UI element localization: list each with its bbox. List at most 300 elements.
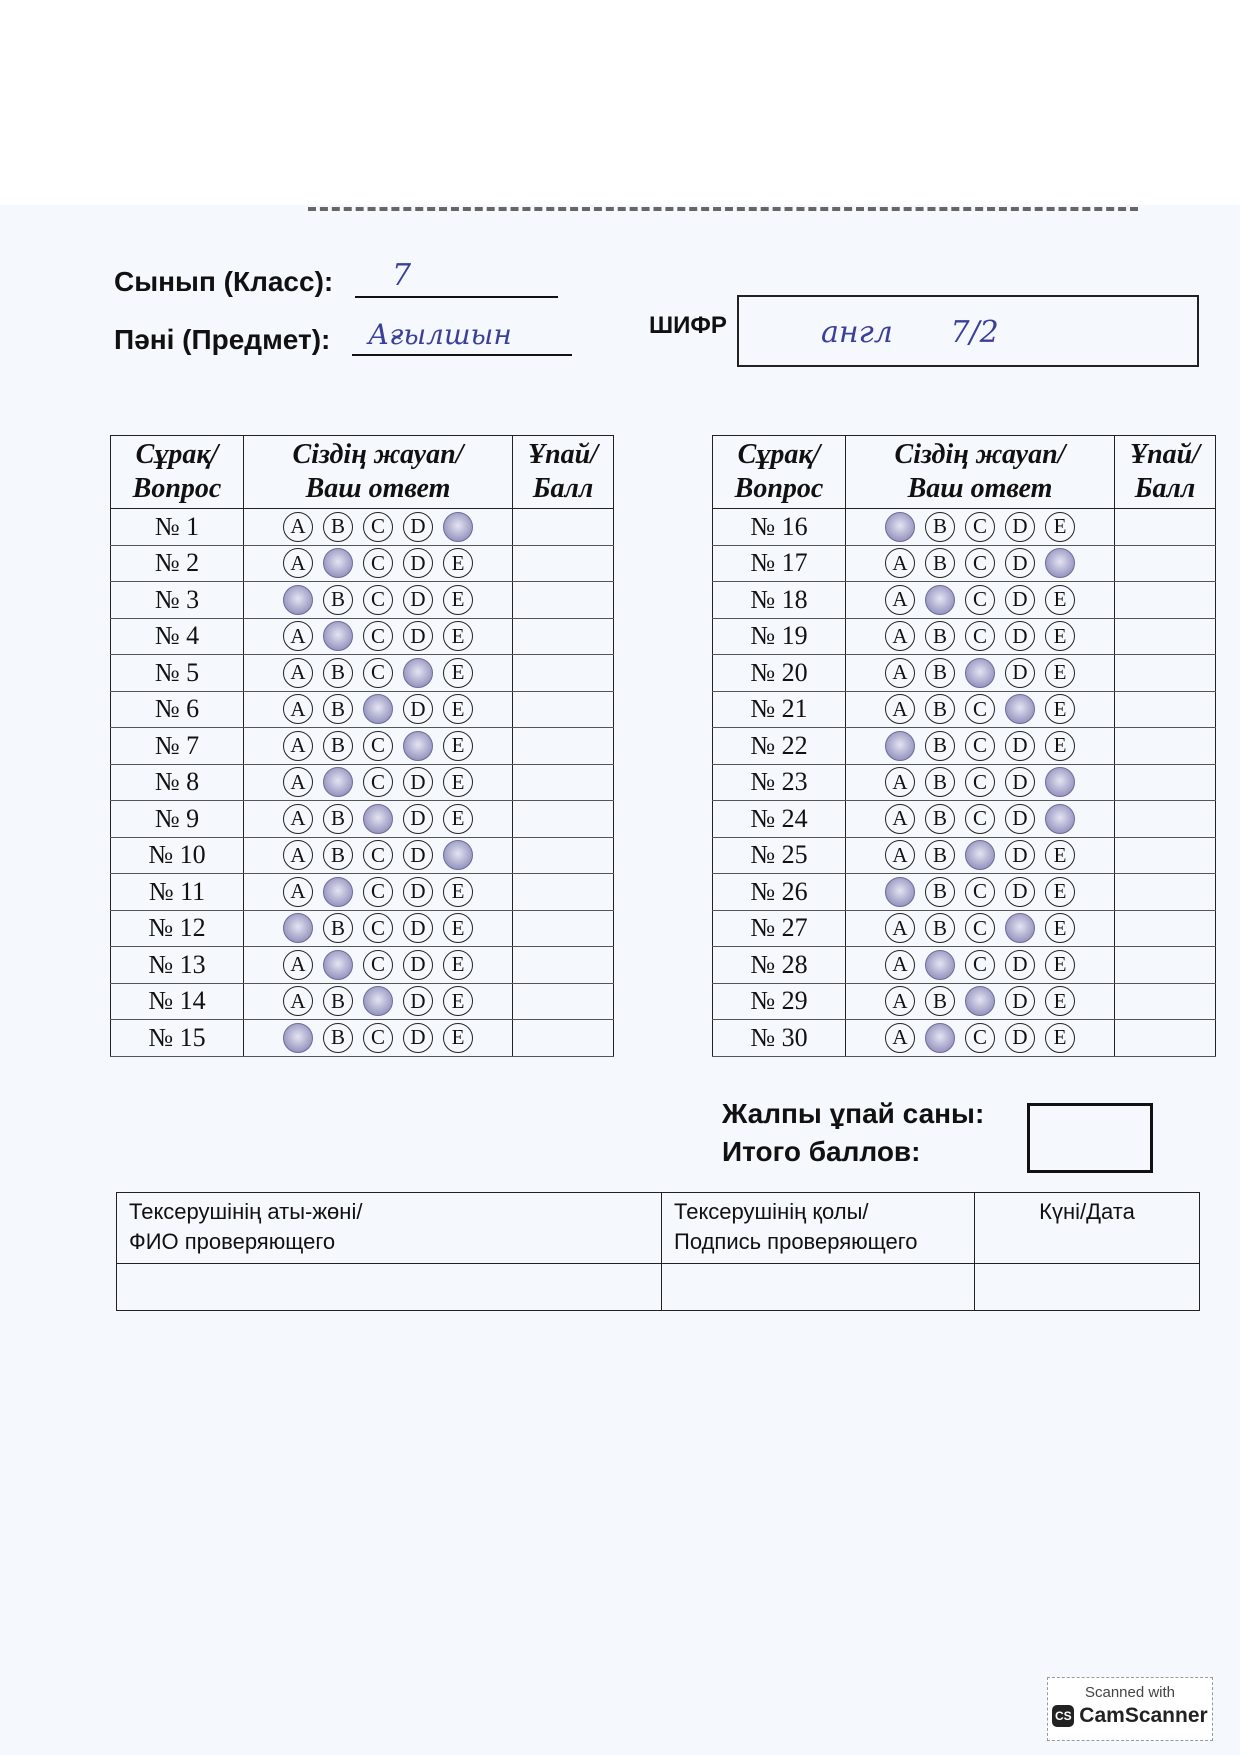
answer-bubble-a[interactable]: A <box>283 840 313 870</box>
answer-bubble-b[interactable] <box>925 1023 955 1053</box>
question-number: № 25 <box>713 837 846 874</box>
answer-bubble-e[interactable]: E <box>1045 840 1075 870</box>
answer-bubble-e[interactable]: E <box>443 548 473 578</box>
signature-table <box>116 1192 1200 1311</box>
checker-sign-header: Тексерушінің қолы/ Подпись проверяющего <box>662 1193 975 1264</box>
answer-options <box>244 947 513 984</box>
answer-bubble-b[interactable]: B <box>925 913 955 943</box>
answer-bubble-e[interactable]: E <box>1045 950 1075 980</box>
answer-bubble-a[interactable] <box>885 512 915 542</box>
score-cell[interactable] <box>513 874 614 911</box>
answer-bubble-c[interactable]: C <box>363 950 393 980</box>
answer-options <box>846 728 1115 765</box>
answer-bubble-c[interactable]: C <box>363 512 393 542</box>
answer-bubble-a[interactable]: A <box>885 585 915 615</box>
answer-bubble-a[interactable]: A <box>283 658 313 688</box>
answer-bubble-e[interactable]: E <box>1045 694 1075 724</box>
answer-bubble-d[interactable]: D <box>1005 548 1035 578</box>
score-cell[interactable] <box>513 801 614 838</box>
answer-bubble-a[interactable]: A <box>283 548 313 578</box>
col-question-header: Сұрақ/ Вопрос <box>111 436 244 509</box>
question-row <box>111 618 614 655</box>
question-number: № 16 <box>713 509 846 546</box>
question-row <box>713 728 1216 765</box>
answer-options <box>846 764 1115 801</box>
score-cell[interactable] <box>513 947 614 984</box>
answer-bubble-a[interactable]: A <box>885 1023 915 1053</box>
answer-bubble-b[interactable] <box>925 950 955 980</box>
question-row <box>713 874 1216 911</box>
answer-bubble-b[interactable]: B <box>925 731 955 761</box>
question-row <box>111 837 614 874</box>
answer-bubble-d[interactable] <box>1005 694 1035 724</box>
answer-bubble-a[interactable]: A <box>283 621 313 651</box>
answer-bubble-d[interactable]: D <box>1005 658 1035 688</box>
answer-options <box>846 837 1115 874</box>
answer-options <box>846 618 1115 655</box>
answer-bubble-d[interactable]: D <box>1005 621 1035 651</box>
answer-bubble-c[interactable]: C <box>363 767 393 797</box>
answer-bubble-e[interactable]: E <box>1045 658 1075 688</box>
answer-bubble-a[interactable]: A <box>283 512 313 542</box>
answer-options <box>846 545 1115 582</box>
answer-bubble-a[interactable] <box>885 731 915 761</box>
question-number: № 18 <box>713 582 846 619</box>
answer-bubble-c[interactable]: C <box>363 731 393 761</box>
answer-bubble-c[interactable] <box>363 694 393 724</box>
score-cell[interactable] <box>1115 1020 1216 1057</box>
answer-options <box>846 801 1115 838</box>
answer-bubble-a[interactable]: A <box>885 621 915 651</box>
answer-bubble-b[interactable]: B <box>925 694 955 724</box>
answer-bubble-c[interactable]: C <box>363 913 393 943</box>
score-cell[interactable] <box>513 837 614 874</box>
question-row <box>111 983 614 1020</box>
question-number: № 21 <box>713 691 846 728</box>
answer-bubble-c[interactable]: C <box>363 1023 393 1053</box>
answer-options <box>244 618 513 655</box>
answer-options <box>846 910 1115 947</box>
answer-bubble-e[interactable]: E <box>443 1023 473 1053</box>
answer-bubble-a[interactable] <box>283 585 313 615</box>
answer-options <box>244 728 513 765</box>
score-cell[interactable] <box>1115 618 1216 655</box>
camscanner-logo-icon: CS <box>1052 1705 1074 1727</box>
question-row <box>713 655 1216 692</box>
answer-bubble-e[interactable]: E <box>443 585 473 615</box>
answer-bubble-e[interactable]: E <box>443 621 473 651</box>
answer-bubble-e[interactable] <box>443 840 473 870</box>
answer-bubble-e[interactable] <box>443 512 473 542</box>
answer-bubble-a[interactable]: A <box>283 694 313 724</box>
question-number: № 29 <box>713 983 846 1020</box>
answer-bubble-d[interactable]: D <box>403 840 433 870</box>
score-cell[interactable] <box>513 764 614 801</box>
question-number: № 30 <box>713 1020 846 1057</box>
answer-bubble-b[interactable]: B <box>925 804 955 834</box>
answer-bubble-e[interactable] <box>1045 767 1075 797</box>
answer-options <box>846 509 1115 546</box>
class-value[interactable]: 7 <box>392 258 412 293</box>
answer-bubble-a[interactable] <box>283 913 313 943</box>
subject-value[interactable]: Ағылшын <box>368 318 512 351</box>
answer-bubble-e[interactable]: E <box>443 804 473 834</box>
question-row <box>111 728 614 765</box>
question-number: № 17 <box>713 545 846 582</box>
question-row <box>713 801 1216 838</box>
answer-bubble-b[interactable]: B <box>323 1023 353 1053</box>
score-cell[interactable] <box>1115 947 1216 984</box>
answer-bubble-e[interactable]: E <box>1045 1023 1075 1053</box>
answer-bubble-c[interactable] <box>363 986 393 1016</box>
total-label-ru: Итого баллов: <box>722 1136 921 1167</box>
answer-bubble-c[interactable]: C <box>965 731 995 761</box>
answer-bubble-b[interactable]: B <box>323 731 353 761</box>
answer-bubble-d[interactable]: D <box>403 767 433 797</box>
score-cell[interactable] <box>1115 728 1216 765</box>
answer-bubble-d[interactable]: D <box>403 694 433 724</box>
answer-bubble-e[interactable]: E <box>1045 585 1075 615</box>
question-row <box>111 509 614 546</box>
answer-options <box>244 545 513 582</box>
question-number: № 15 <box>111 1020 244 1057</box>
answer-bubble-a[interactable]: A <box>283 877 313 907</box>
question-number: № 24 <box>713 801 846 838</box>
total-label-kz: Жалпы ұпай саны: <box>722 1098 985 1129</box>
answer-bubble-b[interactable]: B <box>323 840 353 870</box>
question-row <box>111 910 614 947</box>
answer-bubble-c[interactable] <box>965 986 995 1016</box>
col-question-header: Сұрақ/ Вопрос <box>713 436 846 509</box>
cut-line <box>308 207 1138 211</box>
date-field[interactable] <box>975 1264 1200 1311</box>
answer-bubble-a[interactable]: A <box>283 731 313 761</box>
score-cell[interactable] <box>513 582 614 619</box>
answer-bubble-c[interactable] <box>965 840 995 870</box>
question-number: № 3 <box>111 582 244 619</box>
question-number: № 26 <box>713 874 846 911</box>
score-cell[interactable] <box>1115 691 1216 728</box>
answer-bubble-d[interactable]: D <box>1005 804 1035 834</box>
answer-bubble-a[interactable]: A <box>885 840 915 870</box>
answer-bubble-e[interactable]: E <box>443 658 473 688</box>
watermark-top-text: Scanned with <box>1084 1684 1176 1701</box>
answer-bubble-d[interactable] <box>1005 913 1035 943</box>
answer-bubble-a[interactable] <box>885 877 915 907</box>
answer-bubble-c[interactable]: C <box>363 585 393 615</box>
answer-bubble-e[interactable] <box>1045 548 1075 578</box>
score-cell[interactable] <box>513 545 614 582</box>
answer-bubble-e[interactable]: E <box>1045 877 1075 907</box>
question-number: № 11 <box>111 874 244 911</box>
score-cell[interactable] <box>1115 910 1216 947</box>
answer-bubble-a[interactable]: A <box>283 804 313 834</box>
answer-bubble-d[interactable]: D <box>1005 986 1035 1016</box>
question-number: № 9 <box>111 801 244 838</box>
question-number: № 12 <box>111 910 244 947</box>
score-cell[interactable] <box>513 655 614 692</box>
answer-bubble-a[interactable]: A <box>283 950 313 980</box>
answer-bubble-b[interactable]: B <box>925 767 955 797</box>
answer-bubble-e[interactable]: E <box>443 986 473 1016</box>
answer-bubble-b[interactable]: B <box>925 658 955 688</box>
answer-bubble-b[interactable]: B <box>925 621 955 651</box>
checker-name-header: Тексерушінің аты-жөні/ ФИО проверяющего <box>117 1193 662 1264</box>
answer-bubble-d[interactable]: D <box>1005 1023 1035 1053</box>
question-row <box>111 801 614 838</box>
cipher-box[interactable] <box>737 295 1199 367</box>
answer-bubble-c[interactable]: C <box>363 658 393 688</box>
col-score-header: Ұпай/ Балл <box>513 436 614 509</box>
question-number: № 4 <box>111 618 244 655</box>
score-cell[interactable] <box>513 728 614 765</box>
answer-options <box>846 983 1115 1020</box>
answer-bubble-c[interactable]: C <box>965 1023 995 1053</box>
score-cell[interactable] <box>1115 764 1216 801</box>
question-number: № 28 <box>713 947 846 984</box>
checker-name-field[interactable] <box>117 1264 662 1311</box>
answer-options <box>244 582 513 619</box>
answer-bubble-b[interactable]: B <box>925 548 955 578</box>
answer-bubble-c[interactable]: C <box>965 767 995 797</box>
score-cell[interactable] <box>1115 545 1216 582</box>
question-row <box>713 764 1216 801</box>
total-score-box[interactable] <box>1027 1103 1153 1173</box>
answer-options <box>244 983 513 1020</box>
answer-bubble-c[interactable]: C <box>363 840 393 870</box>
question-row <box>111 691 614 728</box>
answer-bubble-a[interactable]: A <box>283 767 313 797</box>
question-number: № 7 <box>111 728 244 765</box>
question-row <box>111 655 614 692</box>
question-number: № 2 <box>111 545 244 582</box>
answer-bubble-b[interactable]: B <box>925 512 955 542</box>
answer-options <box>846 582 1115 619</box>
answer-bubble-d[interactable]: D <box>403 585 433 615</box>
answer-bubble-c[interactable]: C <box>363 621 393 651</box>
answer-bubble-d[interactable]: D <box>403 986 433 1016</box>
answer-bubble-c[interactable]: C <box>965 512 995 542</box>
answer-bubble-d[interactable]: D <box>1005 950 1035 980</box>
score-cell[interactable] <box>513 618 614 655</box>
score-cell[interactable] <box>513 1020 614 1057</box>
answer-bubble-d[interactable]: D <box>1005 877 1035 907</box>
answer-bubble-d[interactable] <box>403 658 433 688</box>
score-cell[interactable] <box>513 509 614 546</box>
answer-bubble-b[interactable] <box>323 950 353 980</box>
answer-bubble-e[interactable]: E <box>443 877 473 907</box>
question-number: № 10 <box>111 837 244 874</box>
answer-bubble-d[interactable]: D <box>1005 731 1035 761</box>
answer-bubble-d[interactable]: D <box>403 804 433 834</box>
question-row <box>713 983 1216 1020</box>
question-number: № 8 <box>111 764 244 801</box>
answer-bubble-d[interactable]: D <box>1005 512 1035 542</box>
answer-bubble-e[interactable]: E <box>1045 621 1075 651</box>
answer-bubble-c[interactable]: C <box>965 621 995 651</box>
answer-bubble-a[interactable]: A <box>885 804 915 834</box>
question-row <box>713 837 1216 874</box>
answer-bubble-d[interactable]: D <box>403 621 433 651</box>
answer-bubble-a[interactable]: A <box>885 694 915 724</box>
answer-bubble-b[interactable]: B <box>925 840 955 870</box>
answer-bubble-b[interactable]: B <box>323 986 353 1016</box>
question-row <box>111 582 614 619</box>
question-number: № 20 <box>713 655 846 692</box>
answer-bubble-d[interactable]: D <box>1005 585 1035 615</box>
answer-options <box>244 874 513 911</box>
answer-bubble-c[interactable]: C <box>965 877 995 907</box>
answer-bubble-b[interactable]: B <box>323 658 353 688</box>
answer-bubble-e[interactable] <box>1045 804 1075 834</box>
answer-bubble-b[interactable] <box>323 767 353 797</box>
question-row <box>111 545 614 582</box>
answer-bubble-d[interactable]: D <box>403 548 433 578</box>
question-number: № 1 <box>111 509 244 546</box>
answer-options <box>846 947 1115 984</box>
answer-bubble-e[interactable]: E <box>1045 986 1075 1016</box>
question-number: № 5 <box>111 655 244 692</box>
question-number: № 6 <box>111 691 244 728</box>
answer-bubble-e[interactable]: E <box>443 731 473 761</box>
answer-bubble-b[interactable] <box>323 621 353 651</box>
answer-bubble-a[interactable] <box>283 1023 313 1053</box>
answer-options <box>244 509 513 546</box>
question-row <box>111 1020 614 1057</box>
question-row <box>111 764 614 801</box>
answer-bubble-c[interactable]: C <box>965 913 995 943</box>
answer-bubble-a[interactable]: A <box>885 658 915 688</box>
answer-bubble-a[interactable]: A <box>885 913 915 943</box>
answer-bubble-c[interactable]: C <box>965 548 995 578</box>
question-row <box>111 947 614 984</box>
answer-bubble-e[interactable]: E <box>443 767 473 797</box>
class-underline <box>355 296 558 298</box>
answer-bubble-c[interactable]: C <box>363 877 393 907</box>
checker-sign-field[interactable] <box>662 1264 975 1311</box>
question-number: № 22 <box>713 728 846 765</box>
col-score-header: Ұпай/ Балл <box>1115 436 1216 509</box>
answer-bubble-e[interactable]: E <box>1045 913 1075 943</box>
answer-options <box>244 764 513 801</box>
question-row <box>111 874 614 911</box>
answer-bubble-b[interactable]: B <box>323 585 353 615</box>
cipher-value: англ 7/2 <box>821 315 999 350</box>
answer-options <box>846 1020 1115 1057</box>
score-cell[interactable] <box>1115 837 1216 874</box>
answer-options <box>244 691 513 728</box>
answer-bubble-c[interactable] <box>965 658 995 688</box>
answer-bubble-c[interactable]: C <box>965 585 995 615</box>
answer-bubble-d[interactable]: D <box>1005 840 1035 870</box>
answer-bubble-d[interactable]: D <box>1005 767 1035 797</box>
answer-bubble-d[interactable] <box>403 731 433 761</box>
answers-table-left <box>110 435 614 1057</box>
answer-bubble-c[interactable]: C <box>965 950 995 980</box>
answer-bubble-b[interactable]: B <box>323 913 353 943</box>
answer-options <box>846 874 1115 911</box>
answer-bubble-a[interactable]: A <box>885 950 915 980</box>
question-row <box>713 582 1216 619</box>
score-cell[interactable] <box>513 691 614 728</box>
score-cell[interactable] <box>513 983 614 1020</box>
answer-options <box>244 655 513 692</box>
answer-bubble-d[interactable]: D <box>403 950 433 980</box>
subject-underline <box>352 354 572 356</box>
answer-bubble-a[interactable]: A <box>885 986 915 1016</box>
answer-bubble-b[interactable]: B <box>925 877 955 907</box>
answer-options <box>846 691 1115 728</box>
answer-bubble-b[interactable]: B <box>925 986 955 1016</box>
answer-bubble-c[interactable] <box>363 804 393 834</box>
answer-bubble-c[interactable]: C <box>363 548 393 578</box>
answer-bubble-e[interactable]: E <box>1045 512 1075 542</box>
answer-bubble-b[interactable]: B <box>323 512 353 542</box>
cipher-label: ШИФР <box>649 312 727 339</box>
camscanner-watermark <box>1047 1677 1213 1741</box>
question-row <box>713 509 1216 546</box>
answer-options <box>244 1020 513 1057</box>
question-row <box>713 910 1216 947</box>
answer-bubble-c[interactable]: C <box>965 694 995 724</box>
col-answer-header: Сіздің жауап/ Ваш ответ <box>244 436 513 509</box>
answer-options <box>846 655 1115 692</box>
question-row <box>713 618 1216 655</box>
score-cell[interactable] <box>1115 983 1216 1020</box>
question-row <box>713 691 1216 728</box>
answer-bubble-b[interactable] <box>925 585 955 615</box>
answer-options <box>244 801 513 838</box>
answer-bubble-d[interactable]: D <box>403 1023 433 1053</box>
watermark-brand: CamScanner <box>1079 1704 1208 1727</box>
question-row <box>713 947 1216 984</box>
answer-bubble-a[interactable]: A <box>885 767 915 797</box>
score-cell[interactable] <box>1115 655 1216 692</box>
answer-bubble-d[interactable]: D <box>403 913 433 943</box>
answers-table-right <box>712 435 1216 1057</box>
answer-bubble-e[interactable]: E <box>443 950 473 980</box>
answer-bubble-b[interactable] <box>323 548 353 578</box>
answer-bubble-b[interactable]: B <box>323 694 353 724</box>
score-cell[interactable] <box>513 910 614 947</box>
answer-bubble-b[interactable] <box>323 877 353 907</box>
answer-options <box>244 910 513 947</box>
date-header: Күні/Дата <box>975 1193 1200 1264</box>
answer-bubble-d[interactable]: D <box>403 512 433 542</box>
score-cell[interactable] <box>1115 509 1216 546</box>
answer-bubble-e[interactable]: E <box>443 913 473 943</box>
score-cell[interactable] <box>1115 874 1216 911</box>
question-row <box>713 545 1216 582</box>
answer-bubble-b[interactable]: B <box>323 804 353 834</box>
question-number: № 19 <box>713 618 846 655</box>
answer-bubble-a[interactable]: A <box>885 548 915 578</box>
question-number: № 23 <box>713 764 846 801</box>
question-number: № 14 <box>111 983 244 1020</box>
answer-bubble-c[interactable]: C <box>965 804 995 834</box>
answer-bubble-a[interactable]: A <box>283 986 313 1016</box>
class-label: Сынып (Класс): <box>114 266 334 297</box>
question-row <box>713 1020 1216 1057</box>
question-number: № 27 <box>713 910 846 947</box>
score-cell[interactable] <box>1115 582 1216 619</box>
answer-options <box>244 837 513 874</box>
answer-bubble-d[interactable]: D <box>403 877 433 907</box>
score-cell[interactable] <box>1115 801 1216 838</box>
col-answer-header: Сіздің жауап/ Ваш ответ <box>846 436 1115 509</box>
answer-bubble-e[interactable]: E <box>443 694 473 724</box>
answer-bubble-e[interactable]: E <box>1045 731 1075 761</box>
